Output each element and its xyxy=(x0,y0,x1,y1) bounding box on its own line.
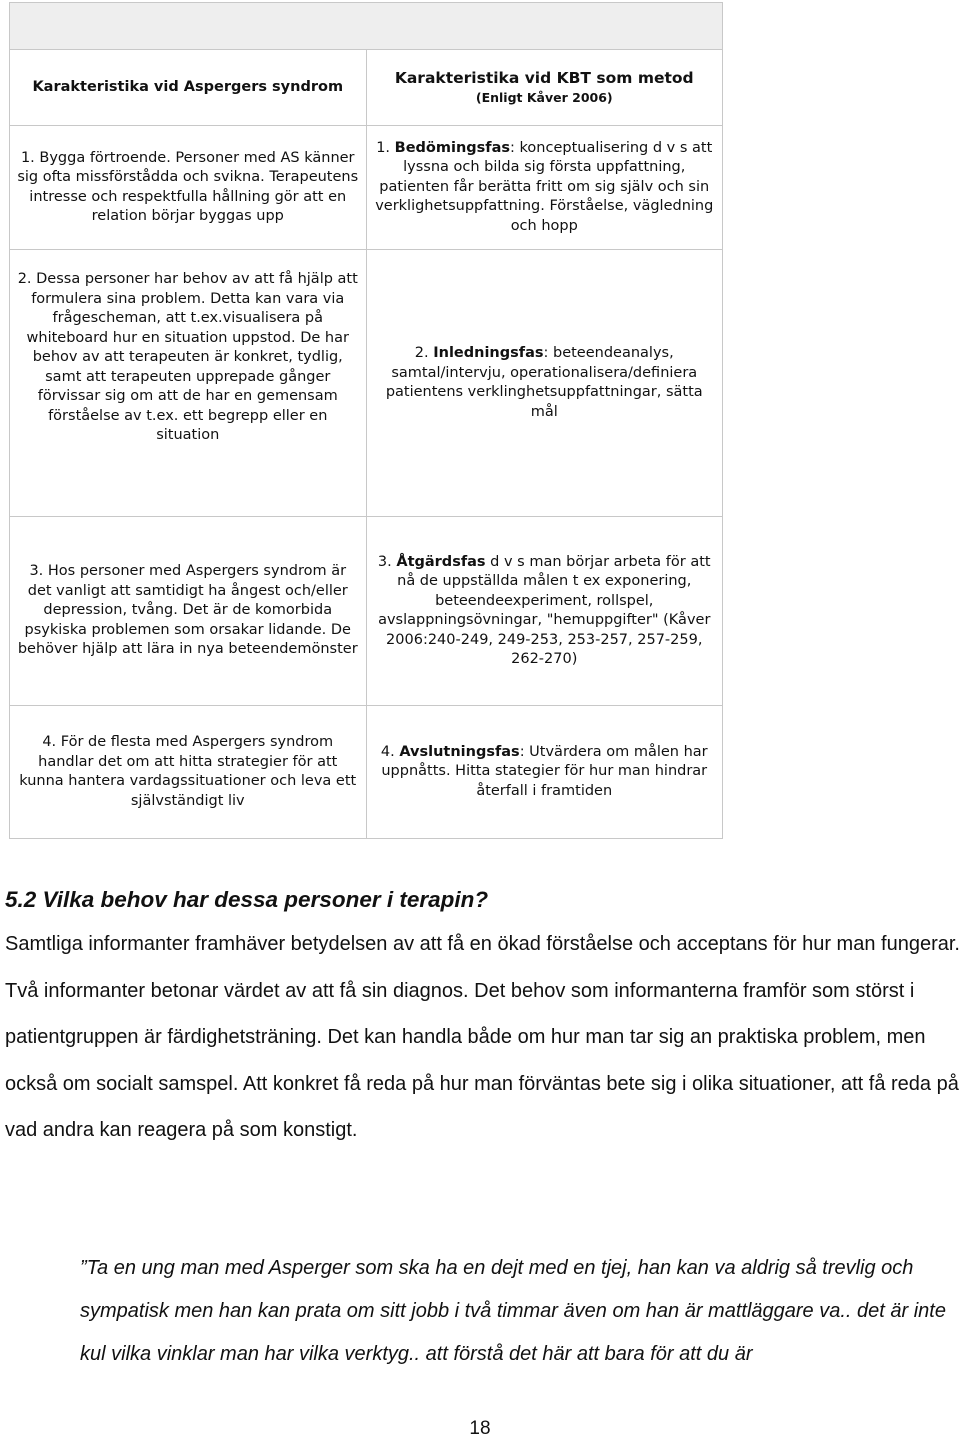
header-right-title: Karakteristika vid KBT som metod xyxy=(394,69,694,87)
header-left: Karakteristika vid Aspergers syndrom xyxy=(10,50,367,126)
comparison-table xyxy=(9,2,723,839)
header-right-subtitle: (Enligt Kåver 2006) xyxy=(475,90,613,105)
table-row xyxy=(10,706,723,839)
row-3-left: 3. Hos personer med Aspergers syndrom är det vanligt att samtidigt ha ångest och/eller depression, tvång. Det är de komorbida psykiska problemen som orsakar lidande. De behöver hjälp att lära in nya beteendemönster xyxy=(10,517,367,706)
row-3-right xyxy=(366,517,723,706)
row-1-right-number: 1. xyxy=(376,139,395,156)
section-heading: 5.2 Vilka behov har dessa personer i terapin? xyxy=(5,887,489,912)
row-2-right xyxy=(366,250,723,517)
row-1-right xyxy=(366,126,723,250)
header-right xyxy=(366,50,723,126)
row-4-left: 4. För de flesta med Aspergers syndrom handlar det om att hitta strategier för att kunna hantera vardagssituationer och leva ett självständigt liv xyxy=(10,706,367,839)
row-2-right-text: : beteendeanalys, samtal/intervju, operationalisera/definiera patientens verklinghetsuppfattningar, sätta mål xyxy=(385,345,703,420)
body-paragraph: Samtliga informanter framhäver betydelsen av att få en ökad förståelse och acceptans för hur man fungerar. Två informanter betonar värdet av att få sin diagnos. Det behov som informanterna framför som störst i patientgruppen är färdighetsträning. Det kan handla både om hur man tar sig an praktiska problem, men också om socialt samspel. Att konkret få reda på hur man förväntas bete sig i olika situationer, att få reda på vad andra kan reagera på som konstigt. xyxy=(5,933,960,1141)
page-number: 18 xyxy=(469,1418,491,1439)
row-1-right-phase: Bedömingsfas xyxy=(394,139,511,156)
row-2-right-number: 2. xyxy=(414,345,434,361)
row-2-right-phase: Inledningsfas xyxy=(433,345,544,361)
row-1-left: 1. Bygga förtroende. Personer med AS känner sig ofta missförstådda och svikna. Terapeutens intresse och respektfulla hållning gör att en relation börjar byggas upp xyxy=(10,126,367,250)
table-top-row xyxy=(10,3,723,50)
row-4-right-phase: Avslutningsfas xyxy=(399,743,520,760)
row-4-right-text: : Utvärdera om målen har uppnåtts. Hitta stategier för hur man hindrar återfall i framtiden xyxy=(381,743,708,799)
table-header-row xyxy=(10,50,723,126)
interview-quote: ”Ta en ung man med Asperger som ska ha en dejt med en tjej, han kan va aldrig så trevlig och sympatisk men han kan prata om sitt jobb i två timmar även om han är mattläggare va.. det är inte kul vilka vinklar man har vilka verktyg.. att förstå det här att bara för att du är xyxy=(80,1257,946,1365)
table-row xyxy=(10,517,723,706)
row-3-right-number: 3. xyxy=(377,553,397,570)
table-row xyxy=(10,126,723,250)
row-3-right-text: d v s man börjar arbeta för att nå de uppställda målen t ex exponering, beteendeexperiment, rollspel, avslappningsövningar, "hemuppgifter" (Kåver 2006:240-249, 249-253, 253-257, 257-259, 262-270) xyxy=(378,553,711,667)
table-row xyxy=(10,250,723,517)
table-top-cell xyxy=(10,3,723,50)
row-2-left: 2. Dessa personer har behov av att få hjälp att formulera sina problem. Detta kan vara via frågescheman, att t.ex.visualisera på whiteboard hur en situation uppstod. De har behov av att terapeuten är konkret, tydlig, samt att terapeuten upprepade gånger förvissar sig om att de har en gemensam förståelse av t.ex. ett begrepp eller en situation xyxy=(10,250,367,517)
row-1-right-text: : konceptualisering d v s att lyssna och bilda sig första uppfattning, patienten får berätta fritt om sig själv och sin verklighetsuppfattning. Förståelse, vägledning och hopp xyxy=(375,139,714,234)
row-4-right xyxy=(366,706,723,839)
row-3-right-phase: Åtgärdsfas xyxy=(396,553,486,570)
row-4-right-number: 4. xyxy=(380,743,400,760)
